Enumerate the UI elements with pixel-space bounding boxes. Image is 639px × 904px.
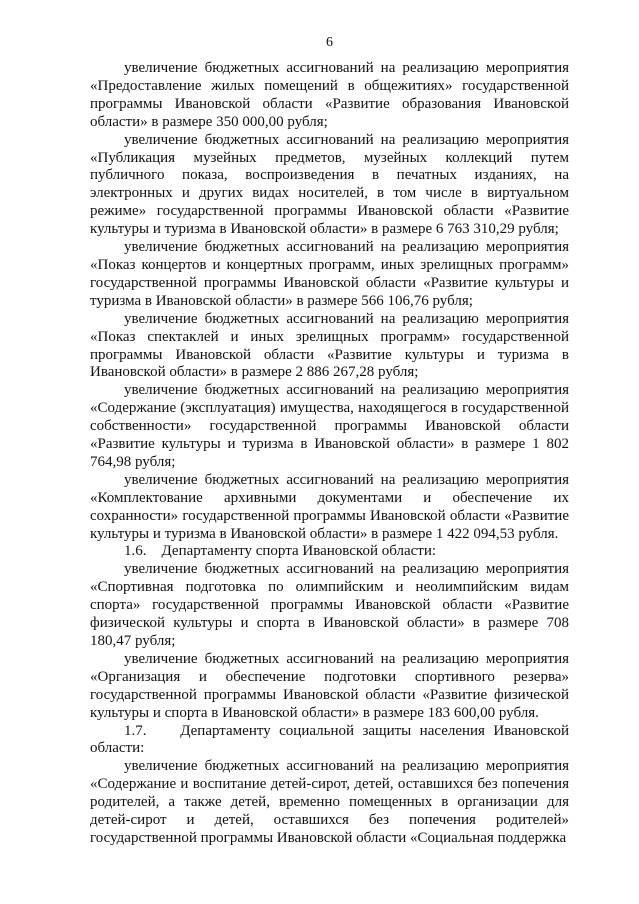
section-heading-sport-department: 1.6. Департаменту спорта Ивановской области: bbox=[124, 543, 437, 560]
page-number: 6 bbox=[326, 35, 333, 50]
paragraph-sport-reserve: увеличение бюджетных ассигнований на реализацию мероприятия «Организация и обеспечение подготовки спортивного резерва» государственной программы Ивановской области «Развитие физической культуры и спорта в Ивановской области» в размере 183 600,00 рубля. bbox=[90, 650, 569, 721]
paragraph-property-maintenance: увеличение бюджетных ассигнований на реализацию мероприятия «Содержание (эксплуатация) имущества, находящегося в государственной собственности» государственной программы Ивановской области «Развитие культуры и туризма в Ивановской области» в размере 1 802 764,98 рубля; bbox=[90, 382, 569, 470]
paragraph-performances: увеличение бюджетных ассигнований на реализацию мероприятия «Показ спектаклей и иных зрелищных программ» государственной программы Ивановской области «Развитие культуры и туризма в Ивановской области» в размере 2 886 267,28 рубля; bbox=[90, 310, 569, 381]
paragraph-housing-dormitories: увеличение бюджетных ассигнований на реализацию мероприятия «Предоставление жилых помещений в общежитиях» государственной программы Ивановской области «Развитие образования Ивановской области» в размере 350 000,00 рубля; bbox=[90, 60, 569, 130]
section-heading-social-protection: 1.7. Департаменту социальной защиты населения Ивановской области: bbox=[90, 722, 569, 757]
paragraph-sport-training: увеличение бюджетных ассигнований на реализацию мероприятия «Спортивная подготовка по олимпийским и неолимпийским видам спорта» государственной программы Ивановской области «Развитие физической культуры и спорта в Ивановской области» в размере 708 180,47 рубля; bbox=[90, 561, 569, 649]
paragraph-orphans-support: увеличение бюджетных ассигнований на реализацию мероприятия «Содержание и воспитание детей-сирот, детей, оставшихся без попечения родителей, а также детей, временно помещенных в организации для детей-сирот и детей, оставшихся без попечения родителей» государственной программы Ивановской области «Социальная поддержка bbox=[90, 758, 569, 846]
paragraph-museum-publication: увеличение бюджетных ассигнований на реализацию мероприятия «Публикация музейных предметов, музейных коллекций путем публичного показа, воспроизведения в печатных изданиях, на электронных и других видах носителей, в том числе в виртуальном режиме» государственной программы Ивановской области «Развитие культуры и туризма в Ивановской области» в размере 6 763 310,29 рубля; bbox=[90, 131, 569, 238]
paragraph-archives: увеличение бюджетных ассигнований на реализацию мероприятия «Комплектование архивными документами и обеспечение их сохранности» государственной программы Ивановской области «Развитие культуры и туризма в Ивановской области» в размере 1 422 094,53 рубля. bbox=[90, 471, 569, 542]
paragraph-concerts: увеличение бюджетных ассигнований на реализацию мероприятия «Показ концертов и концертных программ, иных зрелищных программ» государственной программы Ивановской области «Развитие культуры и туризма в Ивановской области» в размере 566 106,76 рубля; bbox=[90, 239, 569, 309]
